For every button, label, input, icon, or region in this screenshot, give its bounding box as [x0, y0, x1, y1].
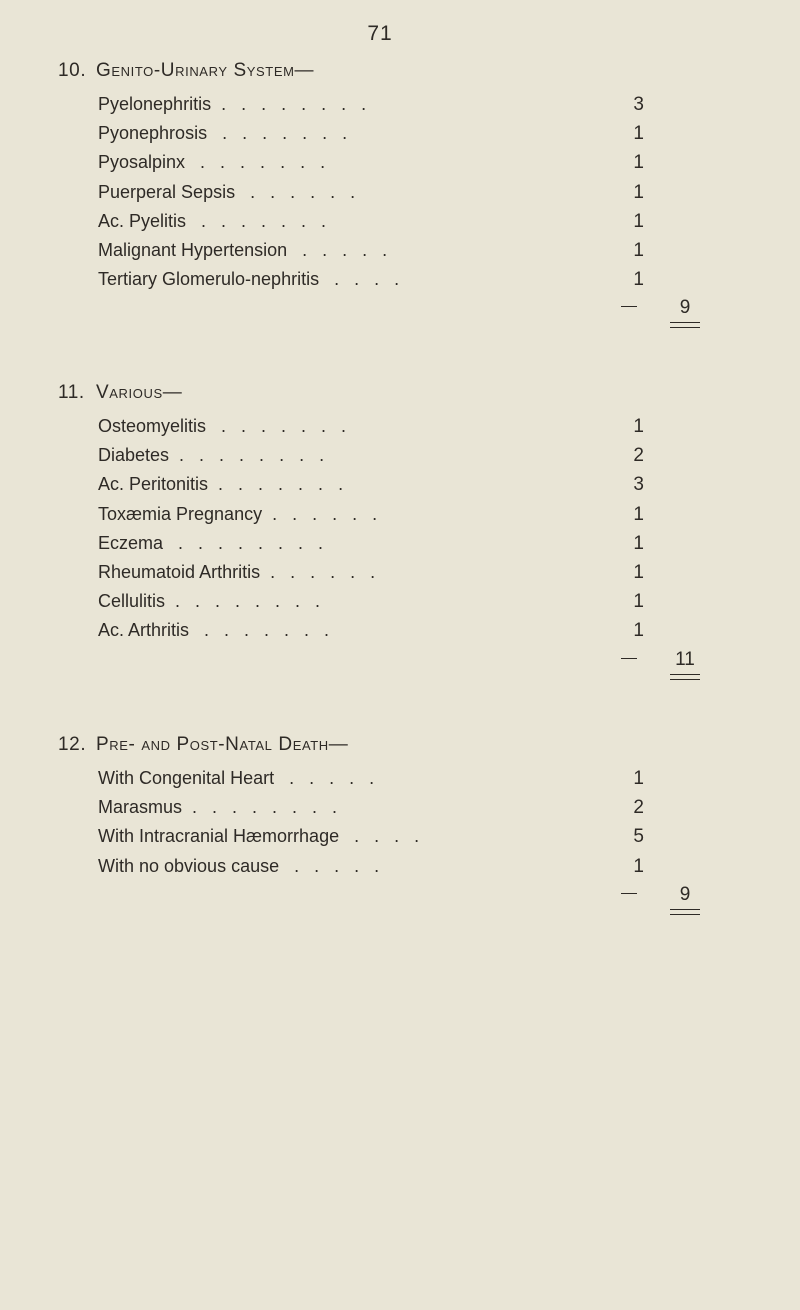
entry-row: [58, 441, 758, 470]
entry-row: [58, 616, 758, 645]
rule-line: [670, 909, 700, 910]
entry-row: [58, 148, 758, 177]
entry-row: [58, 470, 758, 499]
entry-value: 3: [633, 474, 644, 496]
entry-label: Cellulitis . . . . . . . .: [98, 591, 321, 612]
entry-row: [58, 587, 758, 616]
entry-label: Ac. Peritonitis . . . . . . .: [98, 474, 344, 495]
section-number: 11.: [58, 382, 85, 403]
entry-label: Diabetes . . . . . . . .: [98, 445, 325, 466]
entry-value: 2: [633, 797, 644, 819]
section-pre-post-natal: [58, 730, 758, 919]
section-heading: [58, 730, 758, 760]
section-number: 12.: [58, 734, 87, 755]
rule-line: [670, 322, 700, 323]
entry-value: 3: [633, 94, 644, 115]
entry-label: Malignant Hypertension . . . . .: [98, 239, 388, 260]
entry-row: [58, 265, 758, 294]
section-total: 11: [675, 648, 695, 670]
entry-row: [58, 236, 758, 265]
double-rule: [58, 909, 758, 919]
entry-label: Ac. Pyelitis . . . . . . .: [98, 210, 327, 231]
entry-row: [58, 178, 758, 207]
rule-line: [670, 679, 700, 680]
subtotal-rule: [621, 658, 637, 659]
section-various: [58, 378, 758, 684]
entry-row: [58, 852, 758, 881]
double-rule: [58, 322, 758, 332]
entry-label: Ac. Arthritis . . . . . . .: [98, 620, 330, 641]
rule-line: [670, 327, 700, 328]
section-number: 10.: [58, 60, 87, 81]
entry-value: 1: [633, 181, 644, 203]
section-heading: [58, 56, 758, 86]
entry-row: [58, 119, 758, 148]
entry-value: 1: [633, 152, 644, 174]
entry-value: 1: [633, 269, 644, 291]
entry-label: Toxæmia Pregnancy . . . . . .: [98, 503, 378, 524]
entry-value: 1: [633, 768, 644, 789]
subtotal-row: [58, 294, 758, 322]
section-total: 9: [679, 883, 691, 905]
entry-row: [58, 558, 758, 587]
entry-label: Pyonephrosis . . . . . . .: [98, 123, 348, 144]
entry-value: 1: [633, 591, 644, 613]
section-total: 9: [679, 297, 691, 319]
section-title: Genito-Urinary System—: [96, 60, 315, 81]
entry-value: 1: [633, 532, 644, 554]
entry-label: Rheumatoid Arthritis . . . . . .: [98, 561, 376, 582]
entry-value: 1: [633, 503, 644, 525]
entry-label: Eczema . . . . . . . .: [98, 532, 324, 553]
entry-row: [58, 500, 758, 529]
entry-label: Tertiary Glomerulo-nephritis . . . .: [98, 269, 400, 290]
section-heading: [58, 378, 758, 408]
entry-label: With no obvious cause . . . . .: [98, 855, 380, 876]
entry-value: 1: [633, 855, 644, 877]
entry-label: Pyosalpinx . . . . . . .: [98, 152, 326, 173]
section-genito-urinary: [58, 56, 758, 332]
subtotal-row: [58, 881, 758, 909]
entry-value: 1: [633, 210, 644, 232]
entry-list: [58, 90, 758, 294]
subtotal-row: [58, 646, 758, 674]
entry-value: 1: [633, 561, 644, 583]
entry-row: [58, 764, 758, 793]
rule-line: [670, 914, 700, 915]
entry-row: [58, 412, 758, 441]
page-number: 71: [367, 22, 393, 45]
entry-label: Osteomyelitis . . . . . . .: [98, 416, 347, 436]
subtotal-rule: [621, 306, 637, 307]
section-title: Various—: [96, 382, 183, 403]
entry-row: [58, 529, 758, 558]
entry-value: 1: [633, 620, 644, 642]
section-title: Pre- and Post-Natal Death—: [96, 734, 349, 755]
subtotal-rule: [621, 893, 637, 894]
entry-label: Pyelonephritis . . . . . . . .: [98, 94, 367, 114]
entry-list: [58, 412, 758, 646]
entry-list: [58, 764, 758, 881]
entry-value: 1: [633, 239, 644, 261]
entry-value: 1: [633, 416, 644, 437]
entry-label: With Intracranial Hæmorrhage . . . .: [98, 826, 420, 847]
entry-label: With Congenital Heart . . . . .: [98, 768, 375, 788]
entry-label: Marasmus . . . . . . . .: [98, 797, 338, 818]
entry-label: Puerperal Sepsis . . . . . .: [98, 181, 356, 202]
entry-row: [58, 207, 758, 236]
entry-row: [58, 822, 758, 851]
entry-row: [58, 793, 758, 822]
entry-row: [58, 90, 758, 119]
entry-value: 1: [633, 123, 644, 145]
rule-line: [670, 674, 700, 675]
entry-value: 5: [633, 826, 644, 848]
entry-value: 2: [633, 445, 644, 467]
double-rule: [58, 674, 758, 684]
